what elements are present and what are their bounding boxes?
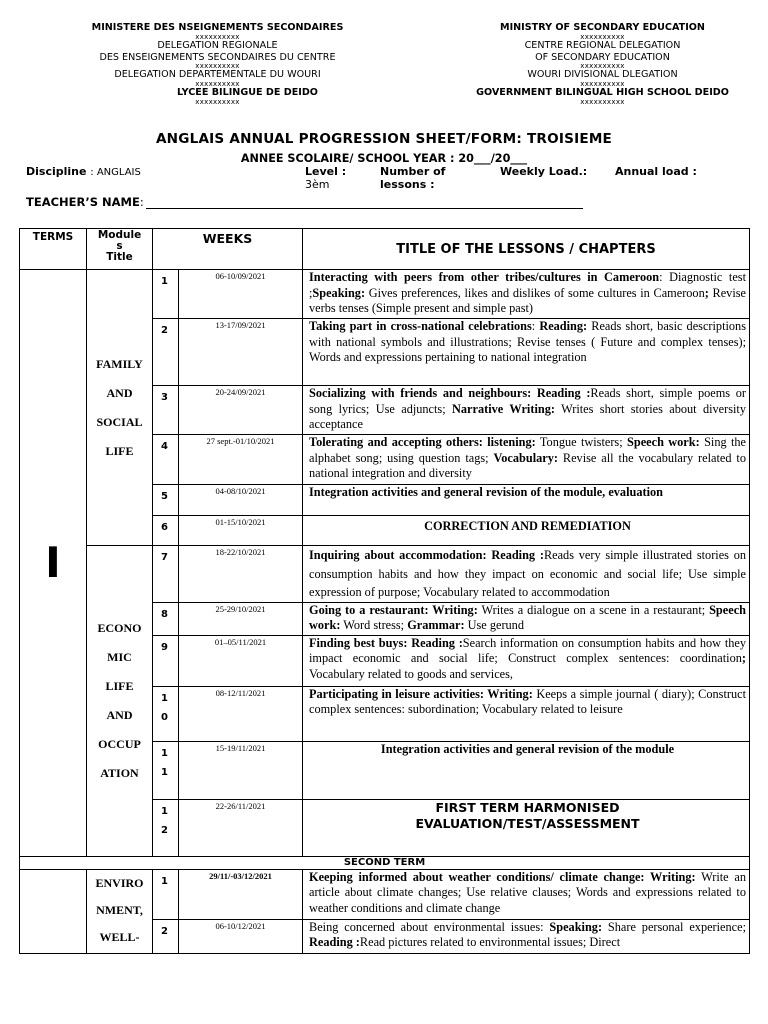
term-two (20, 869, 87, 953)
lesson-title: CORRECTION AND REMEDIATION (303, 516, 750, 546)
week-number: 5 (153, 485, 179, 516)
week-date: 22-26/11/2021 (179, 799, 303, 856)
module-environment: ENVIRO NMENT, WELL- (87, 869, 153, 953)
week-date: 29/11/-03/12/2021 (179, 869, 303, 919)
week-date: 13-17/09/2021 (179, 319, 303, 386)
lesson-title: Finding best buys: Reading :Search information on consumption habits and how they impact economic and social life; Construct complex sentences: coordination; Vocabulary related to goods and services, (303, 635, 750, 686)
week-number: 9 (153, 635, 179, 686)
separator-stars: xxxxxxxxxx (195, 97, 240, 106)
term-one: I (20, 270, 87, 857)
week-number: 11 (153, 741, 179, 799)
separator-stars: xxxxxxxxxx (580, 80, 625, 89)
week-number: 2 (153, 319, 179, 386)
lessons-label-2: lessons : (380, 177, 435, 191)
lesson-title: Keeping informed about weather conditions/ climate change: Writing: Write an article about climate changes; Use relative clauses; Words and expressions related to weather conditions and climate change (303, 869, 750, 919)
second-term-row (20, 856, 750, 869)
ministry-en: MINISTRY OF SECONDARY EDUCATION (500, 22, 705, 33)
week-date: 08-12/11/2021 (179, 686, 303, 741)
number-of-lessons (380, 166, 445, 191)
week-number: 1 (153, 869, 179, 919)
week-number: 3 (153, 386, 179, 435)
week-number: 7 (153, 546, 179, 603)
header-french (50, 22, 385, 105)
teacher-name (26, 195, 583, 209)
teacher-colon: : (139, 195, 144, 209)
level-value: 3èm (305, 177, 330, 191)
lesson-title: Tolerating and accepting others: listening: Tongue twisters; Speech work: Sing the alphabet song; using question tags; Vocabulary: Revise all the vocabulary related to national integration and diversity (303, 435, 750, 485)
weekly-load: Weekly Load.: (500, 165, 588, 178)
week-date: 01-15/10/2021 (179, 516, 303, 546)
discipline-label: Discipline (26, 165, 87, 178)
annual-load: Annual load : (615, 165, 697, 178)
week-date: 25-29/10/2021 (179, 602, 303, 635)
week-date: 06-10/09/2021 (179, 270, 303, 319)
lesson-title: Participating in leisure activities: Writing: Keeps a simple journal ( diary); Construct complex sentences: subordination; Vocabulary related to leisure (303, 686, 750, 741)
divisional-delegation-en: WOURI DIVISIONAL DLEGATION (527, 69, 678, 81)
divisional-delegation-fr: DELEGATION DEPARTEMENTALE DU WOURI (114, 69, 321, 81)
lessons-label: Number of (380, 165, 446, 178)
week-date: 01–05/11/2021 (179, 635, 303, 686)
lesson-title: FIRST TERM HARMONISED EVALUATION/TEST/ASSESSMENT (303, 799, 750, 856)
second-term-label: SECOND TERM (20, 856, 750, 869)
separator-stars: xxxxxxxxxx (195, 62, 240, 71)
week-date: 15-19/11/2021 (179, 741, 303, 799)
page-title: ANGLAIS ANNUAL PROGRESSION SHEET/FORM: TROISIEME (155, 131, 613, 147)
table-row (20, 869, 750, 919)
week-date: 06-10/12/2021 (179, 919, 303, 953)
header-terms: TERMS (20, 229, 87, 270)
week-number: 10 (153, 686, 179, 741)
lesson-title: Socializing with friends and neighbours: Reading :Reads short, simple poems or song lyrics; Use adjuncts; Narrative Writing: Writes short stories about diversity acceptance (303, 386, 750, 435)
regional-delegation-en: CENTRE REGIONAL DELEGATION (524, 39, 681, 51)
lesson-title: Integration activities and general revision of the module, evaluation (303, 485, 750, 516)
discipline (26, 166, 141, 180)
header-english (455, 22, 750, 105)
table-row (20, 546, 750, 603)
module-economic-life-occupation: ECONO MIC LIFE AND OCCUP ATION (87, 546, 153, 857)
week-date: 18-22/10/2021 (179, 546, 303, 603)
teacher-name-line (146, 197, 583, 209)
header-lesson-title: TITLE OF THE LESSONS / CHAPTERS (303, 229, 750, 270)
separator-stars: xxxxxxxxxx (195, 80, 240, 89)
progression-table (19, 228, 750, 954)
school-year: ANNEE SCOLAIRE/ SCHOOL YEAR : 20___/20___ (240, 152, 528, 165)
regional-delegation-fr: DELEGATION REGIONALE (157, 39, 278, 51)
table-row (20, 270, 750, 319)
week-date: 04-08/10/2021 (179, 485, 303, 516)
week-number: 8 (153, 602, 179, 635)
separator-stars: xxxxxxxxxx (580, 62, 625, 71)
regional-delegation-full-fr: DES ENSEIGNEMENTS SECONDAIRES DU CENTRE (99, 51, 336, 63)
separator-stars: xxxxxxxxxx (580, 32, 625, 41)
lesson-title: Being concerned about environmental issues: Speaking: Share personal experience; Reading :Read pictures related to environmental issues; Direct (303, 919, 750, 953)
school-en: GOVERNMENT BILINGUAL HIGH SCHOOL DEIDO (476, 87, 729, 99)
lesson-title: Going to a restaurant: Writing: Writes a dialogue on a scene in a restaurant; Speech work: Word stress; Grammar: Use gerund (303, 602, 750, 635)
ministry-fr: MINISTERE DES NSEIGNEMENTS SECONDAIRES (91, 22, 344, 33)
teacher-label: TEACHER’S NAME (26, 195, 140, 209)
week-number: 4 (153, 435, 179, 485)
week-number: 2 (153, 919, 179, 953)
lesson-title: Taking part in cross-national celebrations: Reading: Reads short, basic descriptions with national symbols and illustrations; Revise tenses ( Future and complex tenses); Words and expressions pertaining to national integration (303, 319, 750, 386)
week-date: 27 sept.-01/10/2021 (179, 435, 303, 485)
regional-delegation-full-en: OF SECONDARY EDUCATION (535, 51, 670, 63)
week-number: 1 (153, 270, 179, 319)
lesson-title: Interacting with peers from other tribes/cultures in Cameroon: Diagnostic test ;Speaking: Gives preferences, likes and dislikes of some cultures in Cameroon; Revise verbs tenses (Simple present and simple past) (303, 270, 750, 319)
module-family-social-life: FAMILY AND SOCIAL LIFE (87, 270, 153, 546)
table-header-row (20, 229, 750, 270)
week-number: 6 (153, 516, 179, 546)
level (305, 166, 346, 191)
school-fr: LYCEE BILINGUE DE DEIDO (177, 87, 318, 99)
discipline-value: : ANGLAIS (90, 167, 141, 178)
header-modules: Module s Title (87, 229, 153, 270)
week-date: 20-24/09/2021 (179, 386, 303, 435)
week-number: 12 (153, 799, 179, 856)
header-weeks: WEEKS (153, 229, 303, 270)
separator-stars: xxxxxxxxxx (580, 97, 625, 106)
lesson-title: Integration activities and general revision of the module (303, 741, 750, 799)
document-header (0, 22, 768, 132)
level-label: Level : (305, 165, 347, 178)
lesson-title: Inquiring about accommodation: Reading :Reads very simple illustrated stories on consumption habits and how they impact on economic and social life; Use simple expression of purpose; Vocabulary related to accommodation (303, 546, 750, 603)
separator-stars: xxxxxxxxxx (195, 32, 240, 41)
